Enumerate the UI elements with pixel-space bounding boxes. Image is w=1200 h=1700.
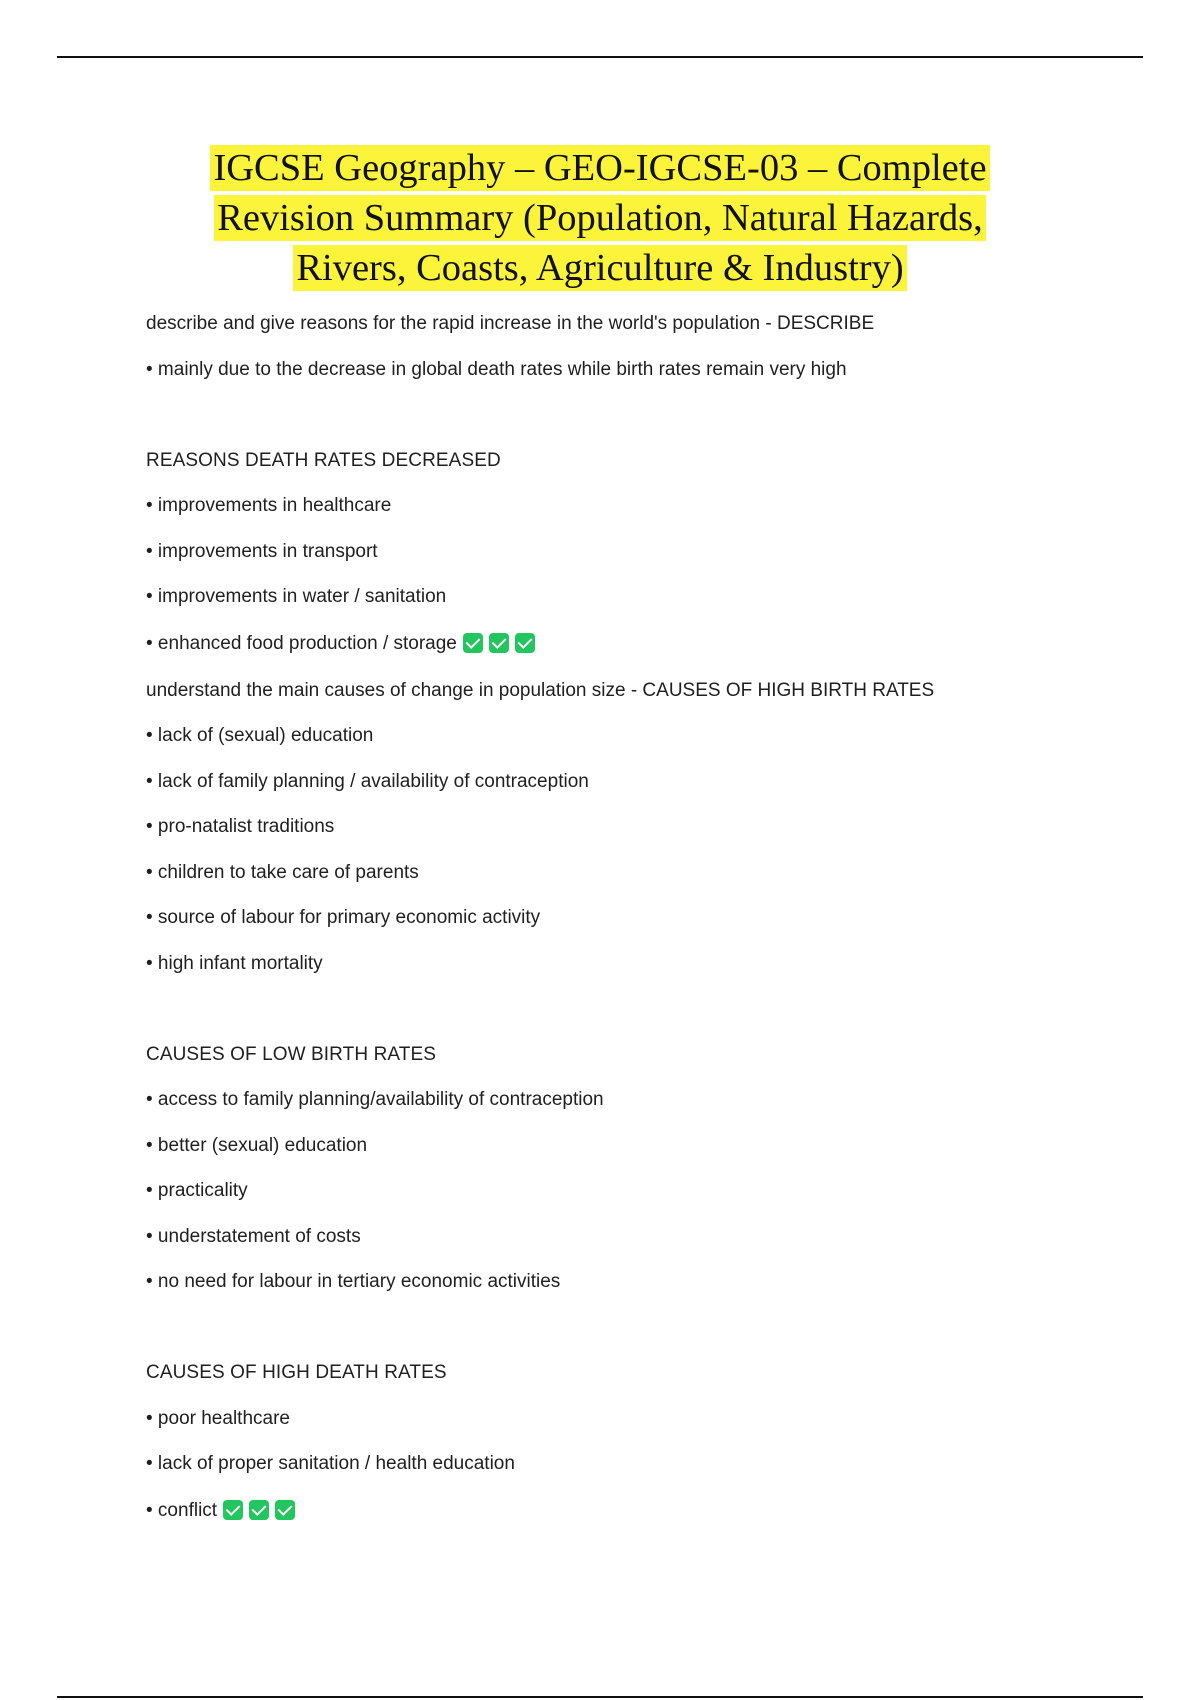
list-item: • poor healthcare: [146, 1408, 290, 1429]
list-item: • source of labour for primary economic activity: [146, 907, 541, 928]
section-heading: CAUSES OF HIGH DEATH RATES: [146, 1362, 447, 1383]
list-item: • lack of (sexual) education: [146, 725, 374, 746]
check-mark-icon: [463, 633, 483, 653]
title-line: Revision Summary (Population, Natural Hazards,: [120, 193, 1080, 243]
list-item: • lack of proper sanitation / health education: [146, 1453, 515, 1474]
section-heading: REASONS DEATH RATES DECREASED: [146, 450, 501, 471]
list-item: • improvements in healthcare: [146, 495, 392, 516]
check-mark-icon: [489, 633, 509, 653]
list-item: • high infant mortality: [146, 953, 323, 974]
list-item: • pro-natalist traditions: [146, 816, 335, 837]
list-item: • mainly due to the decrease in global death rates while birth rates remain very high: [146, 359, 847, 380]
bottom-rule: [57, 1696, 1143, 1698]
section-heading: CAUSES OF LOW BIRTH RATES: [146, 1044, 437, 1065]
intro-question: describe and give reasons for the rapid increase in the world's population - DESCRIBE: [146, 313, 875, 334]
list-item: • practicality: [146, 1180, 248, 1201]
list-item: • lack of family planning / availability of contraception: [146, 771, 589, 792]
check-mark-icon: [515, 633, 535, 653]
check-mark-icon: [275, 1500, 295, 1520]
list-item: • improvements in transport: [146, 541, 378, 562]
list-item: • no need for labour in tertiary economic activities: [146, 1271, 561, 1292]
list-item: • better (sexual) education: [146, 1135, 368, 1156]
list-item: • enhanced food production / storage: [146, 632, 535, 656]
title-line: Rivers, Coasts, Agriculture & Industry): [120, 243, 1080, 293]
list-item: • access to family planning/availability of contraception: [146, 1089, 604, 1110]
list-item: • children to take care of parents: [146, 862, 419, 883]
title-line: IGCSE Geography – GEO-IGCSE-03 – Complete: [120, 143, 1080, 193]
section-question: understand the main causes of change in population size - CAUSES OF HIGH BIRTH RATES: [146, 680, 935, 701]
check-mark-icon: [223, 1500, 243, 1520]
check-mark-icon: [249, 1500, 269, 1520]
list-item: • understatement of costs: [146, 1226, 361, 1247]
list-item: • conflict: [146, 1499, 295, 1523]
list-item: • improvements in water / sanitation: [146, 586, 447, 607]
